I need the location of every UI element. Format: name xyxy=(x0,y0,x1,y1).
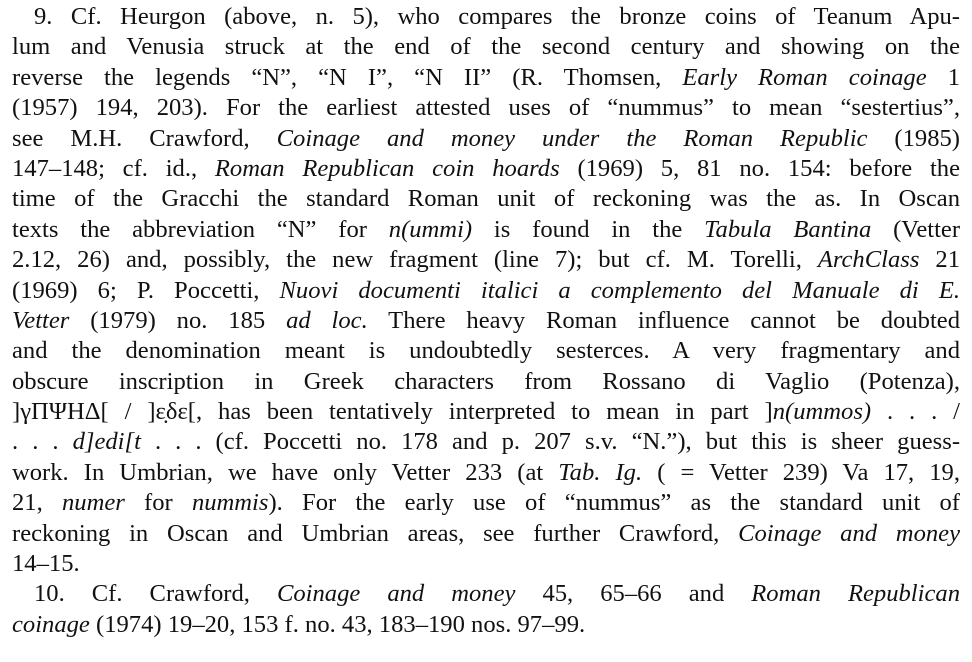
italic-text: nummis xyxy=(191,489,269,517)
footnote-line xyxy=(12,93,960,123)
text-run: There heavy Roman influence cannot be doubted xyxy=(367,306,961,334)
italic-text: Roman Republican coin hoards xyxy=(214,154,560,182)
text-run: . . . / xyxy=(871,398,960,426)
text-run: lum and Venusia struck at the end of the second century and showing on the xyxy=(12,33,960,61)
italic-text: Tabula Bantina xyxy=(704,215,872,243)
footnote-line xyxy=(12,397,960,427)
footnote-line xyxy=(12,124,960,154)
footnote-line xyxy=(12,2,960,32)
text-run: work. In Umbrian, we have only Vetter 233 (at xyxy=(12,458,559,486)
footnote-line xyxy=(12,154,960,184)
text-run: 21, xyxy=(12,489,62,517)
footnote-line xyxy=(12,336,960,366)
text-run: (1979) no. 185 xyxy=(69,306,287,334)
footnote-line xyxy=(12,519,960,549)
footnote-line xyxy=(12,215,960,245)
italic-text: Coinage and money xyxy=(738,519,960,547)
text-run: . . . (cf. Poccetti no. 178 and p. 207 s.v. “N.”), but this is sheer guess- xyxy=(140,428,961,456)
italic-text: Early Roman coinage xyxy=(682,63,927,91)
footnote-line xyxy=(12,32,960,62)
text-run: reverse the legends “N”, “N I”, “N II” (R. Thomsen, xyxy=(12,63,683,91)
text-run: texts the abbreviation “N” for xyxy=(12,215,389,243)
text-run: (1957) 194, 203). For the earliest attested uses of “nummus” to mean “sestertius”, xyxy=(12,94,960,122)
text-run: 14–15. xyxy=(12,550,80,578)
footnote-line xyxy=(12,427,960,457)
text-run: and the denomination meant is undoubtedly sesterces. A very fragmentary and xyxy=(12,337,960,365)
italic-text: Roman Republican xyxy=(751,580,960,608)
text-run: (Vetter xyxy=(871,215,961,243)
italic-text: Vetter xyxy=(12,306,70,334)
italic-text: ad loc. xyxy=(286,306,368,334)
italic-text: Coinage and money under the Roman Republic xyxy=(276,124,868,152)
footnote-number: 10. xyxy=(34,580,65,608)
text-run: time of the Gracchi the standard Roman unit of reckoning was the as. In Oscan xyxy=(12,185,960,213)
footnote-line xyxy=(12,488,960,518)
footnotes-page xyxy=(12,2,960,640)
text-run: (1985) xyxy=(867,124,960,152)
text-run: Cf. Crawford, xyxy=(91,580,277,608)
text-run: 147–148; cf. id., xyxy=(12,154,215,182)
text-run: is found in the xyxy=(472,215,705,243)
italic-text: coinage xyxy=(12,610,90,638)
footnote-line xyxy=(12,63,960,93)
text-run: (1969) 5, 81 no. 154: before the xyxy=(559,154,960,182)
text-run: . . . xyxy=(12,428,73,456)
text-run: reckoning in Oscan and Umbrian areas, see further Crawford, xyxy=(12,519,739,547)
italic-text: Coinage and money xyxy=(276,580,516,608)
italic-text: n(ummi) xyxy=(388,215,473,243)
footnote-line xyxy=(12,458,960,488)
text-run: (1969) 6; P. Poccetti, xyxy=(12,276,280,304)
footnote-line xyxy=(12,367,960,397)
italic-text: numer xyxy=(61,489,125,517)
italic-text: Tab. Ig. xyxy=(558,458,643,486)
italic-text: d]edi[t xyxy=(72,428,141,456)
text-run: 45, 65–66 and xyxy=(515,580,752,608)
text-run: 1 xyxy=(926,63,960,91)
footnote-line xyxy=(12,610,960,640)
text-run: (1974) 19–20, 153 f. no. 43, 183–190 nos. 97–99. xyxy=(89,610,586,638)
text-run: 21 xyxy=(919,246,960,274)
italic-text: ArchClass xyxy=(817,246,920,274)
footnote xyxy=(12,579,960,640)
footnote-line xyxy=(12,245,960,275)
text-run: ( = Vetter 239) Va 17, 19, xyxy=(642,458,960,486)
italic-text: n(ummos) xyxy=(772,398,872,426)
text-run: see M.H. Crawford, xyxy=(12,124,277,152)
footnote-line xyxy=(12,276,960,306)
footnote-line xyxy=(12,184,960,214)
footnote-line xyxy=(12,549,960,579)
text-run: ]γΠΨΗΔ[ / ]ε̣δε[, has been tentatively interpreted to mean in part ] xyxy=(12,398,773,426)
footnote-line xyxy=(12,579,960,609)
footnote-line xyxy=(12,306,960,336)
text-run: 2.12, 26) and, possibly, the new fragment (line 7); but cf. M. Torelli, xyxy=(12,246,818,274)
footnote-number: 9. xyxy=(34,3,53,30)
text-run: ). For the early use of “nummus” as the standard unit of xyxy=(268,489,960,517)
italic-text: Nuovi documenti italici a complemento del Manuale di E. xyxy=(279,276,960,304)
text-run: Cf. Heurgon (above, n. 5), who compares the bronze coins of Teanum Apu- xyxy=(70,3,961,30)
text-run: obscure inscription in Greek characters from Rossano di Vaglio (Potenza), xyxy=(12,367,960,395)
footnote xyxy=(12,2,960,579)
text-run: for xyxy=(124,489,192,517)
